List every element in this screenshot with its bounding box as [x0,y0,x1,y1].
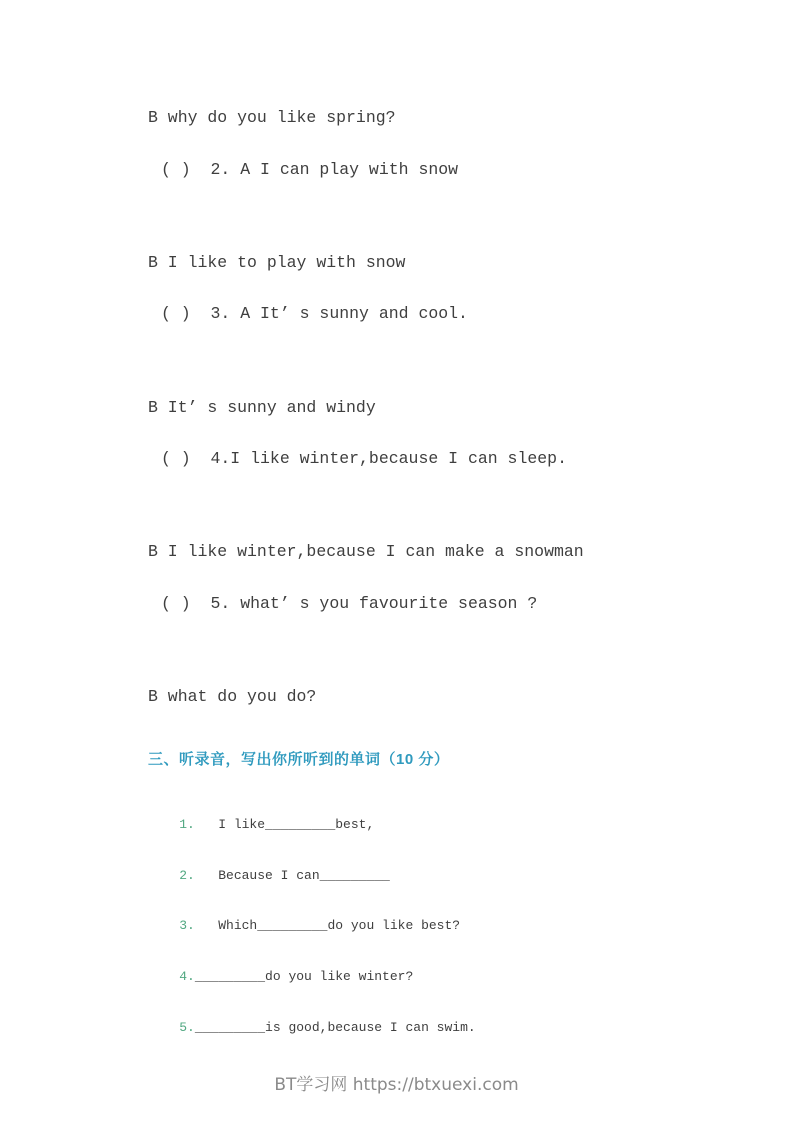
item-number: 2. [179,868,195,883]
item-text: Because I can_________ [194,868,390,883]
question-line-4: ( ) 4.I like winter,because I can sleep. [161,449,567,468]
dialogue-line-b1: B why do you like spring? [148,108,396,127]
footer-watermark: BT学习网 https://btxuexi.com [274,1075,519,1095]
dialogue-line-b5: B what do you do? [148,687,317,706]
item-text: I like_________best, [194,817,375,832]
item-text: _________do you like winter? [194,969,414,984]
question-line-5: ( ) 5. what’ s you favourite season ? [161,594,538,613]
dialogue-line-b4: B I like winter,because I can make a snowman [148,542,584,561]
fill-item-5 [148,1004,476,1052]
item-text: _________is good,because I can swim. [194,1020,476,1035]
item-number: 1. [179,817,195,832]
item-number: 3. [179,918,195,933]
dialogue-line-b3: B It’ s sunny and windy [148,398,376,417]
fill-item-1 [148,801,374,849]
section-three-heading: 三、听录音，写出你所听到的单词（10 分） [148,751,450,768]
item-number: 5. [179,1020,195,1035]
dialogue-line-b2: B I like to play with snow [148,253,406,272]
item-number: 4. [179,969,195,984]
question-line-2: ( ) 2. A I can play with snow [161,160,459,179]
question-line-3: ( ) 3. A It’ s sunny and cool. [161,304,468,323]
item-text: Which_________do you like best? [194,918,461,933]
fill-item-4 [148,953,413,1001]
fill-item-2 [148,852,390,900]
fill-item-3 [148,902,460,950]
